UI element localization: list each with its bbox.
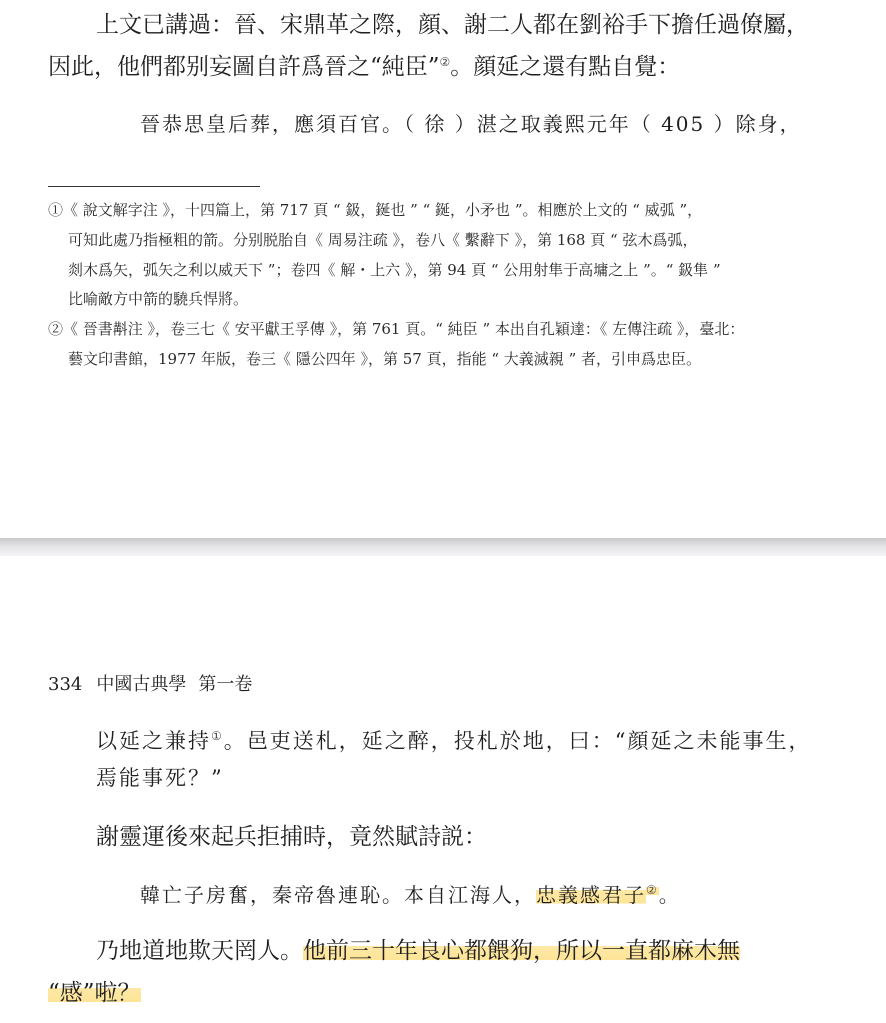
highlighted-text[interactable]: “感”啦？ [48, 980, 141, 1006]
highlighted-text[interactable]: 忠義感君子 [536, 883, 646, 907]
quote-line [96, 730, 812, 752]
text-run: 。邑吏送札，延之醉，投札於地，曰：“顔延之未能事生， [223, 729, 812, 753]
footnote-marker[interactable]: ② [646, 883, 659, 897]
text-run: 。 [658, 883, 681, 907]
text-run: 以延之兼持 [96, 729, 211, 753]
text-run: “純臣” [370, 54, 440, 80]
footnote-2-line: ②《 晉書斠注 》，卷三七《 安平獻王孚傳 》，第 761 頁。“ 純臣 ” 本出自孔穎達：《 左傳注疏 》，臺北： [48, 320, 745, 338]
footnote-rule [48, 186, 260, 187]
text-run: 。顔延之還有點自覺： [450, 54, 681, 80]
book-title: 中國古典學 [96, 674, 187, 695]
quote-line: 晉恭思皇后葬，應須百官。（ 徐 ）湛之取義熙元年（ 405 ）除身， [140, 112, 802, 136]
running-header [48, 670, 252, 696]
poem-line [140, 884, 681, 905]
footnote-1-line: ①《 說文解字注 》，十四篇上，第 717 頁 “ 鈒，鋋也 ” “ 鋋，小矛也 ”。相應於上文的 “ 威弧 ”， [48, 201, 703, 219]
footnote-1-line: 比喻敵方中箭的驍兵悍將。 [68, 290, 249, 308]
text-run: 乃地道地欺天罔人。 [96, 938, 303, 964]
text-run: 因此，他們都别妄圖自許爲晉之 [48, 54, 370, 80]
page-separator [0, 538, 886, 556]
footnote-marker[interactable]: ② [439, 55, 451, 69]
paragraph-line [96, 940, 740, 963]
paragraph-line [48, 982, 141, 1005]
footnote-2-line: 藝文印書館，1977 年版，卷三《 隱公四年 》，第 57 頁，指能 “ 大義滅親 ” 者，引申爲忠臣。 [68, 350, 702, 368]
footnote-marker[interactable]: ① [211, 729, 224, 743]
paragraph-line [48, 56, 680, 79]
highlighted-text[interactable]: 他前三十年良心都餵狗，所以一直都麻木無 [303, 938, 740, 964]
volume-label: 第一卷 [198, 674, 253, 695]
footnote-1-line: 可知此處乃指極粗的箭。分别脱胎自《 周易注疏 》，卷八《 繫辭下 》，第 168 頁 “ 弦木爲弧， [68, 231, 698, 249]
paragraph-line: 謝靈運後來起兵拒捕時，竟然賦詩説： [96, 824, 487, 850]
footnote-1-line: 剡木爲矢，弧矢之利以威天下 ”；卷四《 解・上六 》，第 94 頁 “ 公用射隼于高墉之上 ”。“ 鈒隼 ” [68, 261, 721, 279]
text-run: 韓亡子房奮，秦帝魯連恥。本自江海人， [140, 883, 536, 907]
quote-line: 焉能事死？” [96, 766, 224, 790]
page-number: 334 [48, 674, 83, 695]
paragraph-line: 上文已講過：晉、宋鼎革之際，顔、謝二人都在劉裕手下擔任過僚屬， [96, 12, 809, 38]
